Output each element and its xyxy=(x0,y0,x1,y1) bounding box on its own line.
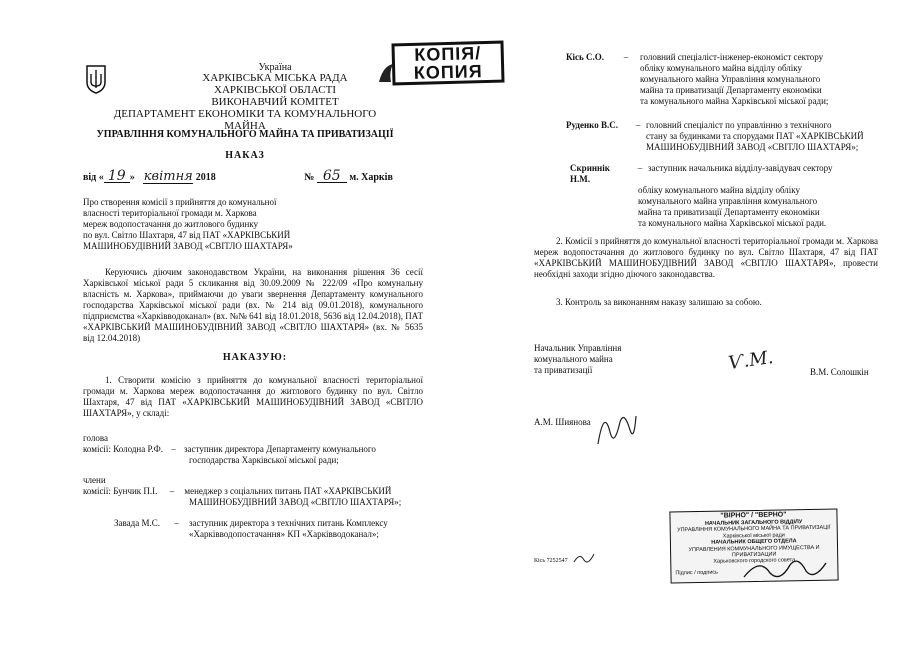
stamp-line: НАЧАЛЬНИК ЗАГАЛЬНОГО ВІДДІЛУ xyxy=(704,519,803,527)
member-role: комунального майна Управління комунального xyxy=(640,74,821,84)
member-role-2: «Харківводопостачання» КП «Харківводоканал»; xyxy=(189,529,379,539)
signer-title-line: Начальник Управління xyxy=(534,343,622,353)
member-dash: – xyxy=(635,120,641,130)
stamp-line: Харьковского городского совета xyxy=(713,557,796,566)
footer-note: Кісь 7252547 xyxy=(534,558,568,564)
preamble: Керуючись діючим законодавством України, на виконання рішення 36 сесії Харківської міської ради 5 скликання від 30.09.2009 № 222/09 «Про комунальну власність м. Харкова», приймаючи до уваги звернення Департаменту комунального господарства Харківської міської ради (вх. № 214 від 09.01.2018), комунального підприємства «Харківводоканал» (вх. №№ 641 від 18.01.2018, 5636 від 12.04.2018), ПАТ «ХАРКІВСЬКИЙ МАШИНОБУДІВНИЙ ЗАВОД «СВІТЛО ШАХТАРЯ» (вх. № 5635 від 12.04.2018) xyxy=(83,267,423,343)
order-word: НАКАЗУЮ: xyxy=(222,352,288,363)
member-role: стану за будинками та спорудами ПАТ «ХАРКІВСЬКИЙ xyxy=(646,131,864,141)
member-name: Завада М.С. xyxy=(114,518,160,528)
member-role: комунального майна управління комунального xyxy=(638,196,818,206)
member-row xyxy=(114,518,434,529)
member-role: заступник директора з технічних питань Комплексу xyxy=(188,518,388,528)
header-department: ДЕПАРТАМЕНТ ЕКОНОМІКИ ТА КОМУНАЛЬНОГО МАЙНА xyxy=(113,108,377,132)
members-label-1: члени xyxy=(83,475,106,485)
member-role: головний спеціаліст-інженер-економіст сектору xyxy=(640,52,824,62)
item-2: 2. Комісії з прийняття до комунальної власності територіальної громади м. Харкова мереж водопостачання до житлового будинку по вул. Світло Шахтаря, 47 від ПАТ «ХАРКІВСЬКИЙ МАШИНОБУДІВНИЙ ЗАВОД «СВІТЛО ШАХТАРЯ», провести необхідні заходи згідно діючого законодавства. xyxy=(534,236,878,279)
copy-stamp xyxy=(391,41,504,86)
header-region: ХАРКІВСЬКОЇ ОБЛАСТІ xyxy=(214,84,336,96)
head-dash: – xyxy=(171,444,176,454)
item-1: 1. Створити комісію з прийняття до комунальної власності територіальної громади м. Харкова мереж водопостачання до житлового будинку по вул. Світло Шахтаря, 47 від ПАТ «ХАРКІВСЬКИЙ МАШИНОБУДІВНИЙ ЗАВОД «СВІТЛО ШАХТАРЯ», у складі: xyxy=(83,375,423,418)
signer-title-line: комунального майна xyxy=(534,354,613,364)
subject-block xyxy=(83,197,333,252)
date-year: 2018 xyxy=(195,172,216,183)
right-member xyxy=(570,163,870,229)
signer-name: В.М. Солошкін xyxy=(810,367,869,377)
signer-title xyxy=(534,343,684,376)
member-dash: – xyxy=(169,486,175,496)
stamp-line: УПРАВЛІННЯ КОМУНАЛЬНОГО МАЙНА ТА ПРИВАТИЗАЦІЇ xyxy=(677,525,831,534)
member-role-2: МАШИНОБУДІВНИЙ ЗАВОД «СВІТЛО ШАХТАРЯ»; xyxy=(189,497,402,507)
copy-stamp-line1: КОПІЯ/ xyxy=(414,43,482,65)
stamp-signature-icon xyxy=(740,555,830,583)
date-month: квітня xyxy=(143,169,193,184)
member-role: головний спеціаліст по управлінню з технічного xyxy=(646,120,832,130)
header-country: Україна xyxy=(258,62,292,73)
approver-signature-icon xyxy=(590,402,640,452)
header-committee: ВИКОНАВЧИЙ КОМІТЕТ xyxy=(211,96,339,108)
member-dash: – xyxy=(174,518,179,528)
directorate-title: УПРАВЛІННЯ КОМУНАЛЬНОГО МАЙНА ТА ПРИВАТИЗАЦІЇ xyxy=(96,129,394,140)
subject-line: МАШИНОБУДІВНИЙ ЗАВОД «СВІТЛО ШАХТАРЯ» xyxy=(83,241,293,251)
subject-line: власності територіальної громади м. Харкова xyxy=(83,208,257,218)
item-3: 3. Контроль за виконанням наказу залишаю за собою. xyxy=(556,297,762,307)
member-name: Кісь С.О. xyxy=(566,52,605,62)
stamp-line: Підпис / подпись xyxy=(675,569,719,577)
signer-title-line: та приватизації xyxy=(534,365,593,375)
date-prefix: від « xyxy=(83,172,104,183)
head-row xyxy=(83,444,433,455)
doc-type: НАКАЗ xyxy=(225,150,265,161)
head-role: заступник директора Департаменту комунального xyxy=(184,444,376,454)
member-role: та комунального майна Харківської міської ради. xyxy=(638,218,827,228)
member-role: заступник начальника відділу-завідувач сектору xyxy=(648,163,833,173)
date-line xyxy=(83,170,413,184)
stamp-line: "ВІРНО" / "ВЕРНО" xyxy=(720,511,787,520)
coat-of-arms-icon xyxy=(85,64,107,94)
approver-name: А.М. Шиянова xyxy=(534,417,591,427)
right-member xyxy=(566,120,876,153)
member-role: обліку комунального майна відділу обліку xyxy=(638,185,801,195)
member-name: Бунчик П.І. xyxy=(113,486,158,496)
city: м. Харків xyxy=(349,172,393,183)
head-label-2: комісії: xyxy=(83,444,111,454)
head-label-1: голова xyxy=(83,433,108,443)
stamp-line: НАЧАЛЬНИК ОБЩЕГО ОТДЕЛА xyxy=(711,538,797,546)
city-emblem-icon xyxy=(377,62,395,84)
member-role: менеджер з соціальних питань ПАТ «ХАРКІВСЬКИЙ xyxy=(184,486,392,496)
member-role: та комунального майна Харківської міської ради; xyxy=(640,96,829,106)
date-mid: » xyxy=(129,172,135,183)
member-role: майна та приватизації Департаменту економіки xyxy=(640,85,822,95)
order-number: 65 xyxy=(317,170,347,183)
number-label: № xyxy=(304,172,315,183)
member-role: майна та приватизації Департаменту економіки xyxy=(638,207,820,217)
member-name: Руденко В.С. xyxy=(566,120,618,130)
right-member xyxy=(566,52,866,107)
member-role: обліку комунального майна відділу обліку xyxy=(640,63,803,73)
subject-line: по вул. Світло Шахтаря, 47 від ПАТ «ХАРКІВСЬКИЙ xyxy=(83,230,291,240)
copy-stamp-line2: КОПИЯ xyxy=(413,61,483,83)
member-dash: – xyxy=(637,163,643,173)
handwritten-signature: Ѵ.М. xyxy=(726,346,775,375)
head-name: Колодна Р.Ф. xyxy=(113,444,163,454)
subject-line: мереж водопостачання до житлового будинку xyxy=(83,219,259,229)
header-council: ХАРКІВСЬКА МІСЬКА РАДА xyxy=(202,72,348,84)
member-role: МАШИНОБУДІВНИЙ ЗАВОД «СВІТЛО ШАХТАРЯ»; xyxy=(646,142,859,152)
stamp-line: УПРАВЛЕНИЯ КОММУНАЛЬНОГО ИМУЩЕСТВА И ПРИВАТИЗАЦИИ xyxy=(688,544,820,559)
stamp-line: Харківської міської ради xyxy=(722,532,785,540)
member-name: Скриннік Н.М. xyxy=(570,163,610,184)
members-label-2: комісії: xyxy=(83,486,111,496)
head-role-2: господарства Харківської міської ради; xyxy=(189,455,339,465)
member-dash: – xyxy=(623,52,629,62)
member-row xyxy=(83,486,428,497)
date-day: 19 xyxy=(104,170,130,183)
subject-line: Про створення комісії з прийняття до комунальної xyxy=(83,197,277,207)
initials-icon xyxy=(572,550,596,566)
